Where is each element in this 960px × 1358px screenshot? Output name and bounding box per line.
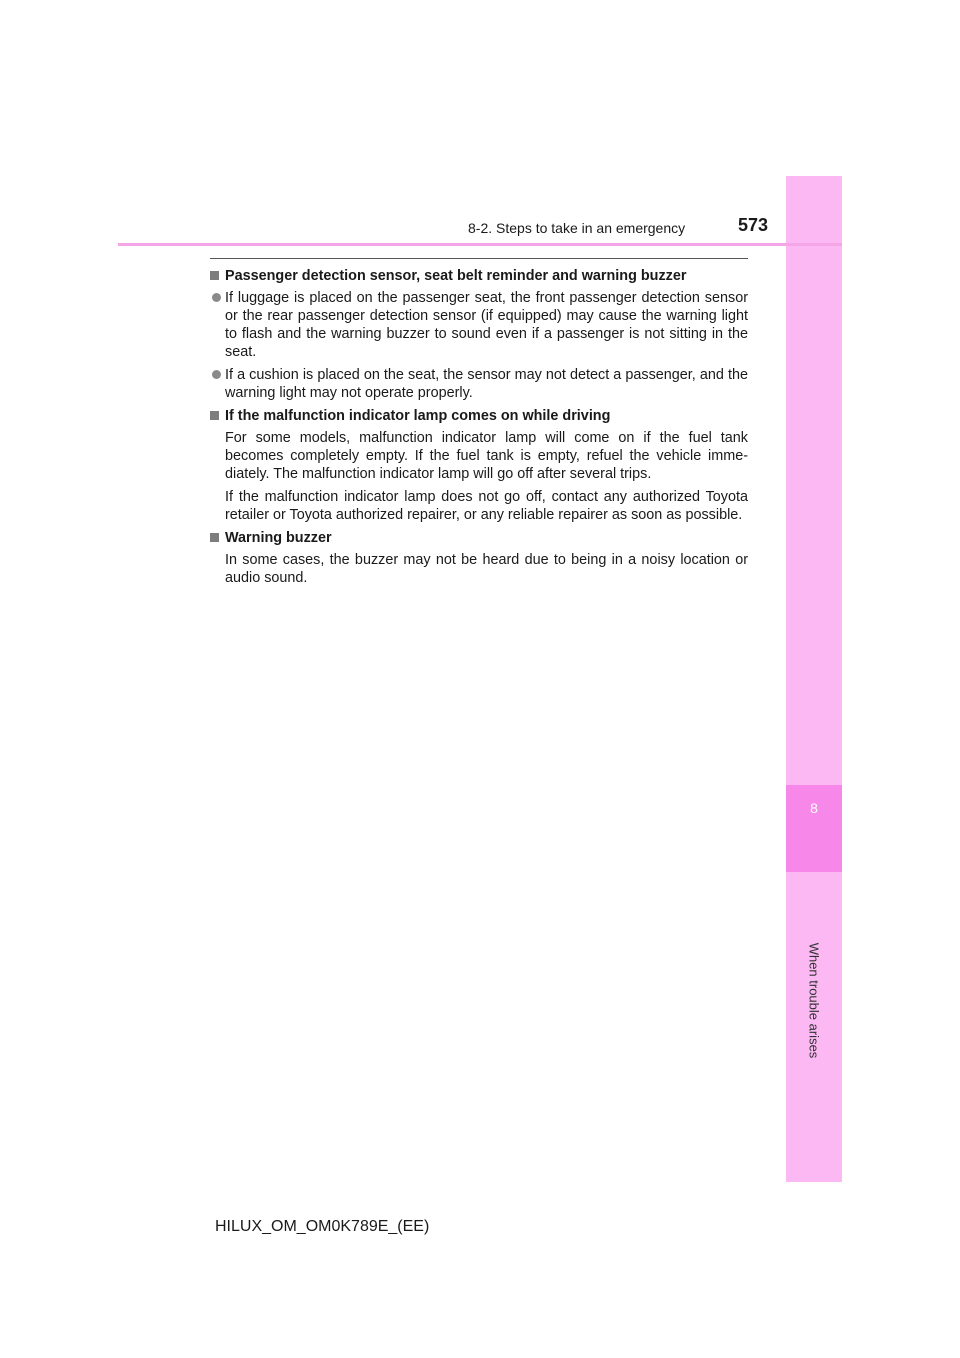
- chapter-number: 8: [810, 800, 818, 816]
- content-top-rule: [210, 258, 748, 259]
- chapter-title-text: When trouble arises: [806, 942, 822, 1058]
- list-item-text: If a cushion is placed on the seat, the sensor may not detect a passenger, and the warning light may not operate properly.: [225, 367, 748, 401]
- paragraph: In some cases, the buzzer may not be heard due to being in a noisy location or audio sound.: [225, 552, 748, 586]
- square-bullet-icon: [210, 533, 219, 542]
- list-item-text: If luggage is placed on the passenger seat, the front passenger detection sensor or the rear passenger detection sensor (if equipped) may cause the warning light to flash and the warning buzzer to sound even if a passenger is not sitting in the seat.: [225, 290, 748, 360]
- square-bullet-icon: [210, 411, 219, 420]
- section-heading-malfunction-lamp: [210, 407, 748, 425]
- section-heading-warning-buzzer: [210, 529, 748, 547]
- page-content: [210, 258, 748, 592]
- paragraph: If the malfunction indicator lamp does not go off, contact any authorized Toyota retailer or Toyota authorized repairer, or any reliable repairer as soon as possible.: [225, 489, 748, 523]
- footer-doc-code: HILUX_OM_OM0K789E_(EE): [215, 1218, 430, 1235]
- heading-text: If the malfunction indicator lamp comes on while driving: [225, 408, 611, 424]
- circle-bullet-icon: [212, 370, 221, 379]
- page-number: 573: [738, 215, 769, 235]
- paragraph: For some models, malfunction indicator lamp will come on if the fuel tank becomes completely empty. If the fuel tank is empty, refuel the vehicle imme-diately. The malfunction indicator lamp will go off after several trips.: [225, 430, 748, 482]
- square-bullet-icon: [210, 271, 219, 280]
- header-rule: [118, 243, 842, 246]
- chapter-title: [784, 940, 844, 1060]
- list-item: [210, 366, 748, 402]
- section-title: 8-2. Steps to take in an emergency: [468, 220, 686, 236]
- circle-bullet-icon: [212, 293, 221, 302]
- chapter-block: [786, 785, 842, 872]
- heading-text: Warning buzzer: [225, 530, 332, 546]
- heading-text: Passenger detection sensor, seat belt reminder and warning buzzer: [225, 268, 687, 284]
- list-item: [210, 289, 748, 361]
- section-heading-passenger-detection: [210, 267, 748, 285]
